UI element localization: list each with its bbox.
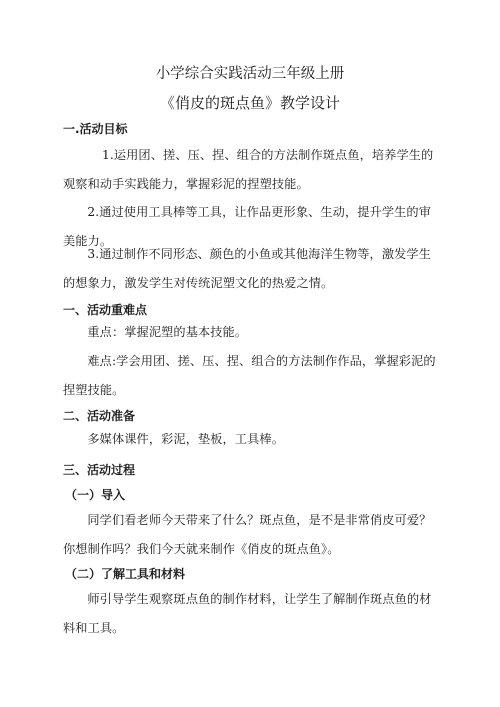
goal-paragraph-3: 3.通过制作不同形态、颜色的小鱼或其他海洋生物等，激发学生的想象力，激发学生对传统泥塑文化的热爱之情。: [63, 247, 431, 290]
subsection-heading-tools: （二）了解工具和材料: [65, 567, 186, 581]
document-title: 小学综合实践活动三年级上册: [155, 66, 345, 82]
section-heading-key-points: 一、活动重难点: [63, 303, 148, 317]
section-heading-goals: 一.活动目标: [63, 122, 128, 136]
section-heading-preparation: 二、活动准备: [63, 409, 136, 423]
preparation-paragraph: 多媒体课件，彩泥，垫板，工具棒。: [87, 432, 284, 446]
document-subtitle: 《俏皮的斑点鱼》教学设计: [159, 94, 340, 112]
section-heading-process: 三、活动过程: [63, 463, 136, 477]
tools-paragraph: 师引导学生观察斑点鱼的制作材料，让学生了解制作斑点鱼的材料和工具。: [63, 592, 432, 635]
goal-paragraph-1: 1.运用团、搓、压、捏、组合的方法制作斑点鱼，培养学生的观察和动手实践能力，掌握彩泥的捏塑技能。: [63, 148, 434, 191]
goal-paragraph-2: 2.通过使用工具棒等工具，让作品更形象、生动，提升学生的审美能力。: [63, 205, 431, 248]
key-point-paragraph: 重点：掌握泥塑的基本技能。: [87, 325, 248, 339]
intro-paragraph: 同学们看老师今天带来了什么？斑点鱼，是不是非常俏皮可爱？你想制作吗？我们今天就来制作《俏皮的斑点鱼》。: [63, 513, 432, 556]
difficult-point-paragraph: 难点:学会用团、搓、压、捏、组合的方法制作作品，掌握彩泥的捏塑技能。: [63, 354, 436, 397]
subsection-heading-intro: （一）导入: [65, 488, 126, 502]
